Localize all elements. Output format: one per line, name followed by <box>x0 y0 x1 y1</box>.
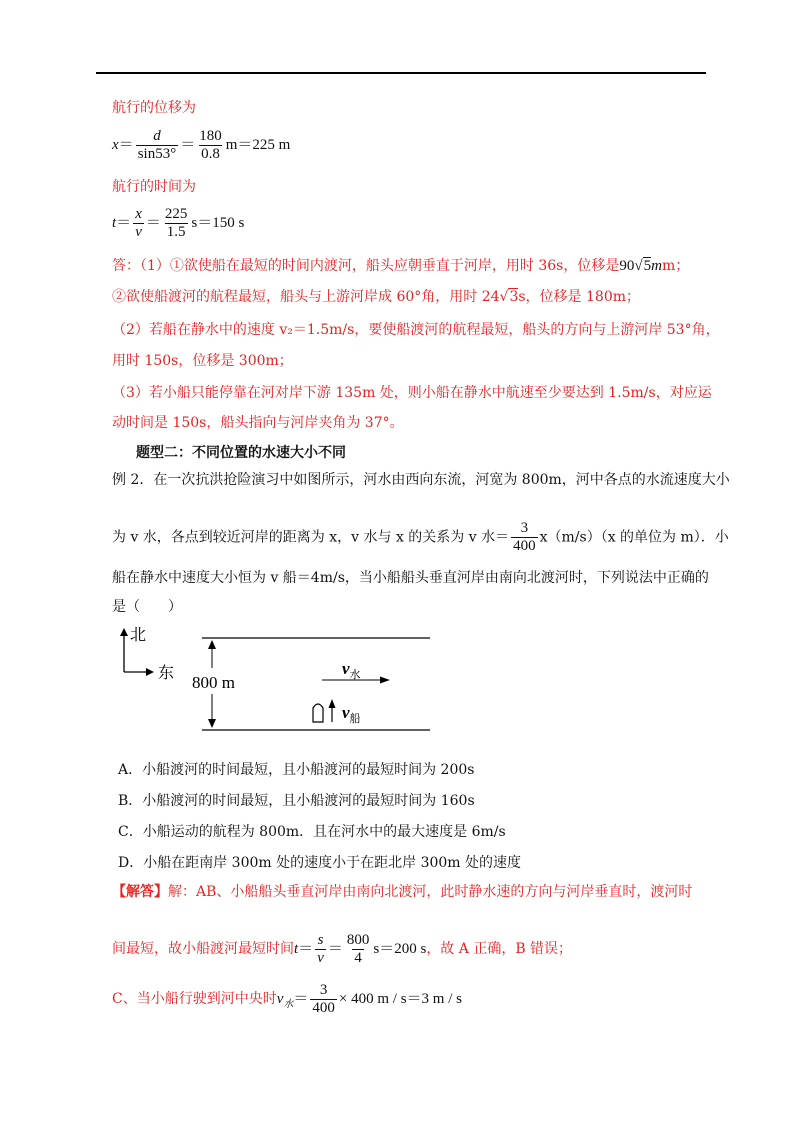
sol-eq-num2: 800 <box>346 932 370 948</box>
sol3-lhs: v <box>276 990 284 1007</box>
sol-eq-den1: v <box>317 950 324 966</box>
solution-tag: 【解答】 <box>112 884 168 900</box>
answer-line-1-text: 答：（1）①欲使船在最短的时间内渡河，船头应朝垂直于河岸，用时 36s，位移是 <box>112 258 620 274</box>
example-line-3: 船在静水中速度大小恒为 v 船＝4m/s，当小船船头垂直河岸由南向北渡河时，下列说法中正确的 <box>112 570 709 586</box>
answer-line-5: （3）若小船只能停靠在河对岸下游 135m 处，则小船在静水中航速至少要达到 1.5m/s，对应运 <box>112 385 712 401</box>
solution-line-2-end: ，故 A 正确，B 错误； <box>426 940 573 957</box>
east-label: 东 <box>158 665 175 682</box>
section-heading: 题型二：不同位置的水速大小不同 <box>136 445 346 461</box>
answer-line-6: 动时间是 150s，船头指向与河岸夹角为 37°。 <box>112 415 404 431</box>
sol-eq-lhs: t <box>294 940 299 957</box>
solution-line-3-text: C、当小船行驶到河中央时 <box>112 990 277 1007</box>
example-frac-num: 3 <box>520 520 529 536</box>
answer-sqrt5: 5 <box>643 258 652 274</box>
eq2-lhs: t <box>112 214 117 231</box>
answer-line-4: 用时 150s，位移是 300m； <box>112 353 293 369</box>
eq2-den1: v <box>135 224 142 240</box>
eq2-rest: s＝150 s <box>191 214 245 231</box>
answer-90: 90 <box>619 258 635 274</box>
sol3-sub: 水 <box>283 998 294 1010</box>
example-line-1: 例 2．在一次抗洪抢险演习中如图所示，河水由西向东流，河宽为 800m，河中各点的水流速度大小 <box>112 472 730 488</box>
answer-line-2-text: ②欲使船渡河的航程最短，船头与上游河岸成 60°角，用时 24 <box>112 289 500 305</box>
boat-arrow-head-icon <box>329 699 336 708</box>
v-boat-symbol: v <box>342 703 350 722</box>
sol-eq-num1: s <box>317 932 324 948</box>
header-rule <box>96 72 706 74</box>
width-arrow-up-icon <box>208 640 216 649</box>
north-arrow-icon <box>120 628 128 636</box>
time-label: 航行的时间为 <box>112 179 196 195</box>
answer-line-2: ②欲使船渡河的航程最短，船头与上游河岸成 60°角，用时 24√3s，位移是 180m； <box>112 289 641 305</box>
answer-m-unit: m <box>651 258 662 274</box>
displacement-equation: x＝ $\frac{d}{\sin 53^\circ}$ ＝ $\frac{180}{0.8}$ m＝225 m <box>112 128 291 162</box>
sol3-den: 400 <box>312 1000 335 1016</box>
river-figure <box>110 622 440 740</box>
solution-line-2: 间最短，故小船渡河最短时间t＝ $\frac{s}{v}$ ＝ $\frac{800}{4}$ s＝200 s，故 A 正确，B 错误； <box>112 932 573 966</box>
boat-icon <box>313 704 323 722</box>
solution-line-1 <box>112 882 692 902</box>
v-boat-sub: 船 <box>349 713 361 725</box>
example-line-4: 是（ ） <box>112 599 182 615</box>
answer-line-1-end: m； <box>661 258 690 274</box>
answer-sqrt3: 3 <box>509 289 519 305</box>
eq2-den2: 1.5 <box>166 224 186 240</box>
v-water-label <box>342 659 361 681</box>
solution-line-2-text: 间最短，故小船渡河最短时间 <box>112 940 294 957</box>
answer-line-2-end: s，位移是 180m； <box>518 289 641 305</box>
eq2-num2: 225 <box>164 206 188 222</box>
displacement-label: 航行的位移为 <box>112 100 196 116</box>
eq1-num1: d <box>153 128 161 144</box>
eq2-num1: x <box>135 206 142 222</box>
example-line-2 <box>112 520 729 555</box>
v-water-sub: 水 <box>349 669 361 681</box>
example-line-2-end: x（m/s）（x 的单位为 m）．小 <box>539 529 729 546</box>
sol3-num: 3 <box>319 982 328 998</box>
solution-line-3: C、当小船行驶到河中央时$v_水=$ $\frac{3}{400}$ × 400 m / s＝3 m / s <box>112 982 462 1016</box>
eq1-rest: m＝225 m <box>225 136 291 153</box>
eq1-num2: 180 <box>199 128 222 144</box>
option-c: C．小船运动的航程为 800m．且在河水中的最大速度是 6m/s <box>118 824 506 840</box>
water-arrow-head-icon <box>380 677 390 684</box>
eq1-lhs: x <box>112 136 119 153</box>
solution-line-1-text: 解：AB、小船船头垂直河岸由南向北渡河，此时静水速的方向与河岸垂直时，渡河时 <box>168 884 693 900</box>
example-frac-den: 400 <box>513 538 536 554</box>
east-arrow-icon <box>146 668 154 676</box>
option-d: D．小船在距南岸 300m 处的速度小于在距北岸 300m 处的速度 <box>118 855 522 871</box>
answer-line-1: 答：（1）①欲使船在最短的时间内渡河，船头应朝垂直于河岸，用时 36s，位移是90√5mm； <box>112 258 690 274</box>
v-water-symbol: v <box>342 659 350 678</box>
option-b: B．小船渡河的时间最短，且小船渡河的最短时间为 160s <box>118 793 475 809</box>
width-arrow-down-icon <box>208 719 216 728</box>
sol-eq-den2: 4 <box>354 950 362 966</box>
option-a: A．小船渡河的时间最短，且小船渡河的最短时间为 200s <box>118 762 475 778</box>
eq1-den1: sin53° <box>137 146 177 162</box>
time-equation: t＝ $\frac{x}{v}$ ＝ $\frac{225}{1.5}$ s＝150 s <box>112 206 245 240</box>
eq1-den2: 0.8 <box>201 146 220 162</box>
width-label: 800 m <box>192 673 235 692</box>
v-boat-label <box>342 703 361 725</box>
example-line-2-text: 为 v 水，各点到较近河岸的距离为 x，v 水与 x 的关系为 v 水＝ <box>112 529 510 546</box>
north-label: 北 <box>130 627 147 644</box>
sol3-rest: × 400 m / s＝3 m / s <box>338 990 462 1007</box>
sol-eq-rest: s＝200 s <box>373 940 427 957</box>
answer-line-3: （2）若船在静水中的速度 v₂＝1.5m/s，要使船渡河的航程最短，船头的方向与上游河岸 53°角， <box>112 322 720 338</box>
